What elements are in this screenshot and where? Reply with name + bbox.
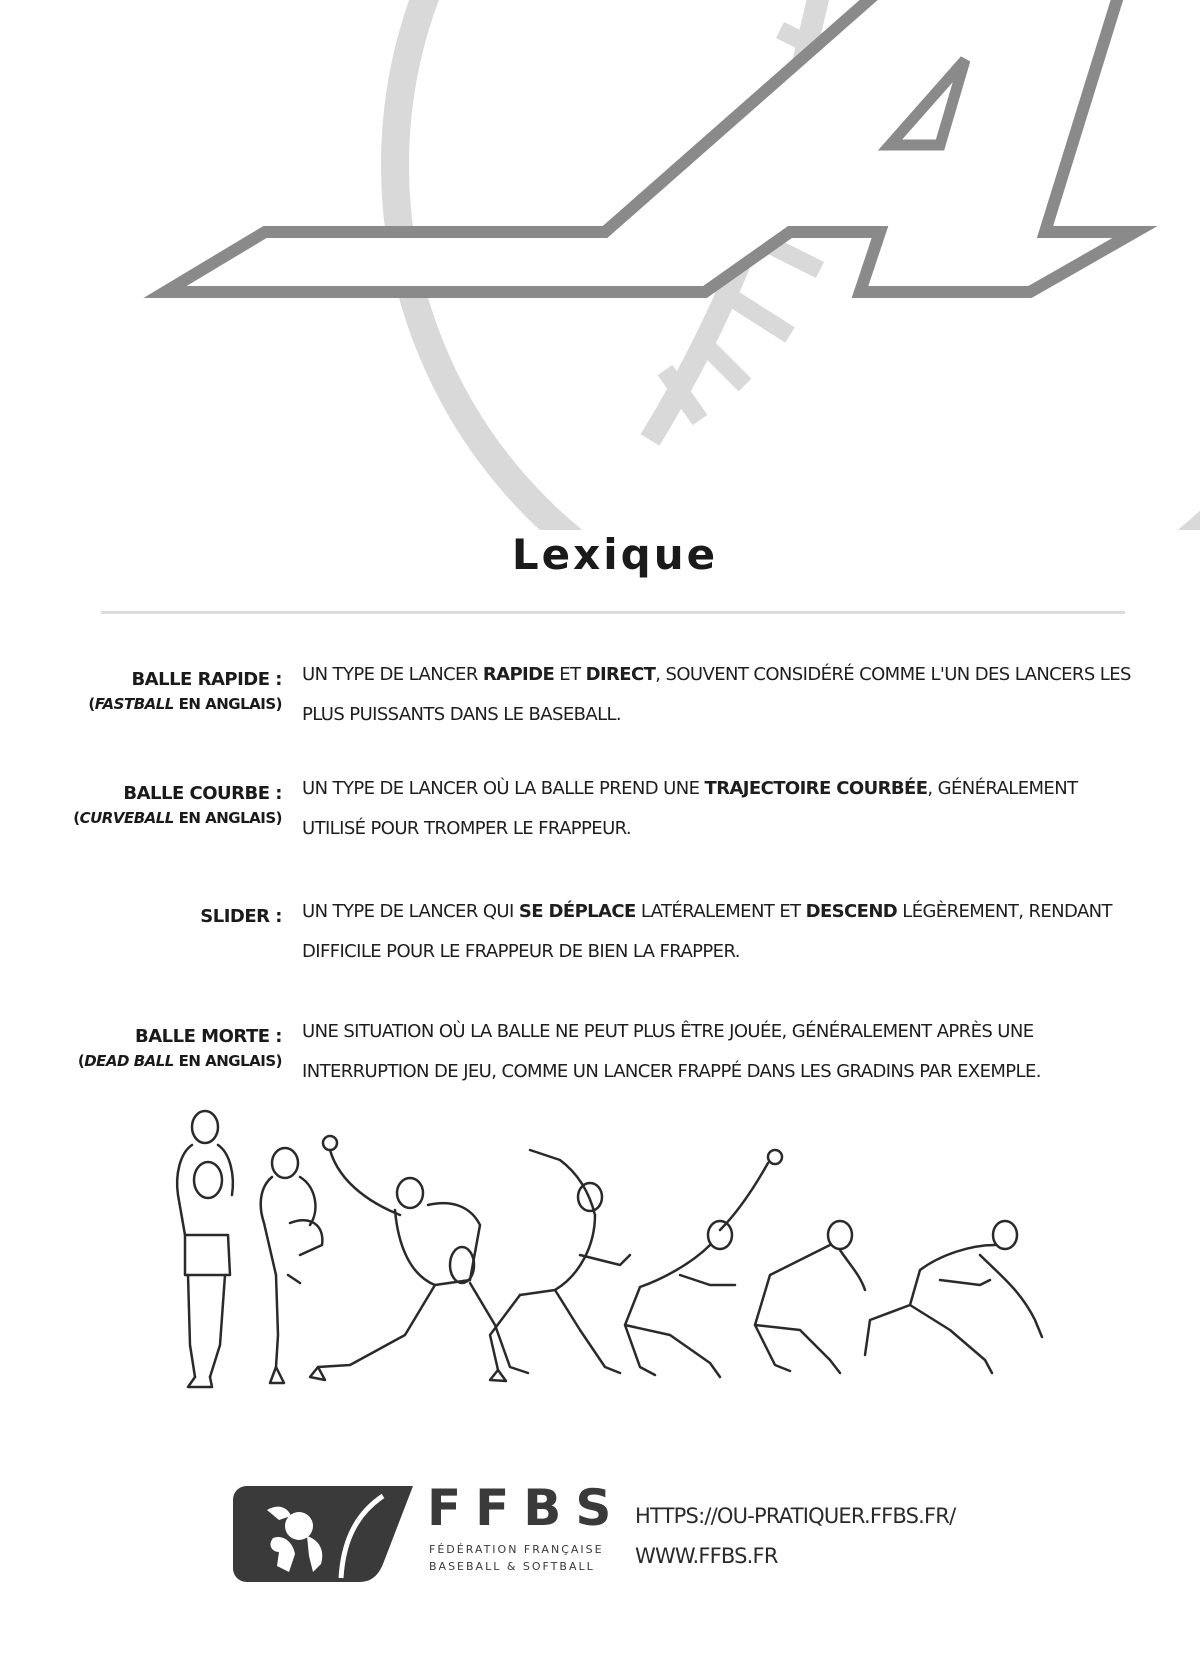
link-ffbs-website[interactable]: WWW.FFBS.FR <box>635 1544 778 1568</box>
term-english: (DEAD BALL EN ANGLAIS) <box>77 1052 282 1070</box>
term-column <box>42 668 282 716</box>
page-title: Lexique <box>511 530 719 579</box>
term-english-suffix: EN ANGLAIS) <box>173 809 282 827</box>
pitcher-motion-sequence-illustration <box>150 1105 1120 1435</box>
pitcher-figure-arm-cocked <box>490 1150 630 1381</box>
brand-name: FFBS <box>427 1479 626 1537</box>
definition-run: UNE SITUATION OÙ LA BALLE NE PEUT PLUS ÊTRE JOUÉE, GÉNÉRALEMENT APRÈS UNE INTERRUPTION DE JEU, COMME UN LANCER FRAPPÉ DANS LES GRADINS PAR EXEMPLE. <box>302 1021 1041 1082</box>
definition-run: , GÉNÉRALEMENT UTILISÉ POUR TROMPER LE FRAPPEUR. <box>302 778 1078 839</box>
definition-run: ET <box>554 664 586 685</box>
term-column <box>42 782 282 830</box>
term-column <box>42 905 282 929</box>
definition-run: UN TYPE DE LANCER OÙ LA BALLE PREND UNE <box>302 778 705 799</box>
term-column <box>42 1025 282 1073</box>
definition-run: LÉGÈREMENT, RENDANT DIFFICILE POUR LE FRAPPEUR DE BIEN LA FRAPPER. <box>302 901 1112 962</box>
brand-line-federation: FÉDÉRATION FRANÇAISE <box>429 1543 604 1556</box>
definition-emphasis: SE DÉPLACE <box>518 901 636 922</box>
definition-text <box>302 655 1132 735</box>
definition-emphasis: DESCEND <box>805 901 898 922</box>
term-label: BALLE COURBE : <box>123 783 282 804</box>
footer <box>233 1479 993 1582</box>
definition-run: UN TYPE DE LANCER QUI <box>302 901 519 922</box>
term-english-name: FASTBALL <box>94 695 174 713</box>
definition-run: , SOUVENT CONSIDÉRÉ COMME L'UN DES LANCERS LES PLUS PUISSANTS DANS LE BASEBALL. <box>302 664 1131 725</box>
pitcher-figure-release <box>625 1150 782 1377</box>
term-english-suffix: EN ANGLAIS) <box>173 1052 282 1070</box>
definition-run: UN TYPE DE LANCER <box>302 664 483 685</box>
title-divider <box>101 611 1125 614</box>
term-label: BALLE RAPIDE : <box>131 669 282 690</box>
definition-text <box>302 892 1132 972</box>
pitcher-figure-set <box>177 1111 233 1387</box>
baseball-player-silhouette-icon <box>233 1486 413 1582</box>
pitcher-figure-stride <box>310 1136 528 1380</box>
term-english-suffix: EN ANGLAIS) <box>173 695 282 713</box>
pitcher-figure-follow-through <box>755 1221 865 1373</box>
term-english-name: CURVEBALL <box>79 809 174 827</box>
term-english-name: DEAD BALL <box>84 1052 174 1070</box>
definition-emphasis: RAPIDE <box>482 664 555 685</box>
term-english: (FASTBALL EN ANGLAIS) <box>88 695 282 713</box>
term-english: (CURVEBALL EN ANGLAIS) <box>73 809 282 827</box>
pitcher-figure-leg-kick <box>261 1148 323 1383</box>
letter-a-over-baseball-icon <box>0 0 1200 530</box>
link-ou-pratiquer[interactable]: HTTPS://OU-PRATIQUER.FFBS.FR/ <box>635 1504 956 1528</box>
definition-text <box>302 769 1132 849</box>
pitcher-figure-finish <box>865 1221 1042 1373</box>
definition-text <box>302 1012 1132 1092</box>
term-label: SLIDER : <box>200 906 282 927</box>
term-label: BALLE MORTE : <box>135 1026 282 1047</box>
definition-emphasis: DIRECT <box>585 664 656 685</box>
brand-line-sports: BASEBALL & SOFTBALL <box>429 1560 595 1573</box>
definition-emphasis: TRAJECTOIRE COURBÉE <box>704 778 928 799</box>
definition-run: LATÉRALEMENT ET <box>635 901 806 922</box>
